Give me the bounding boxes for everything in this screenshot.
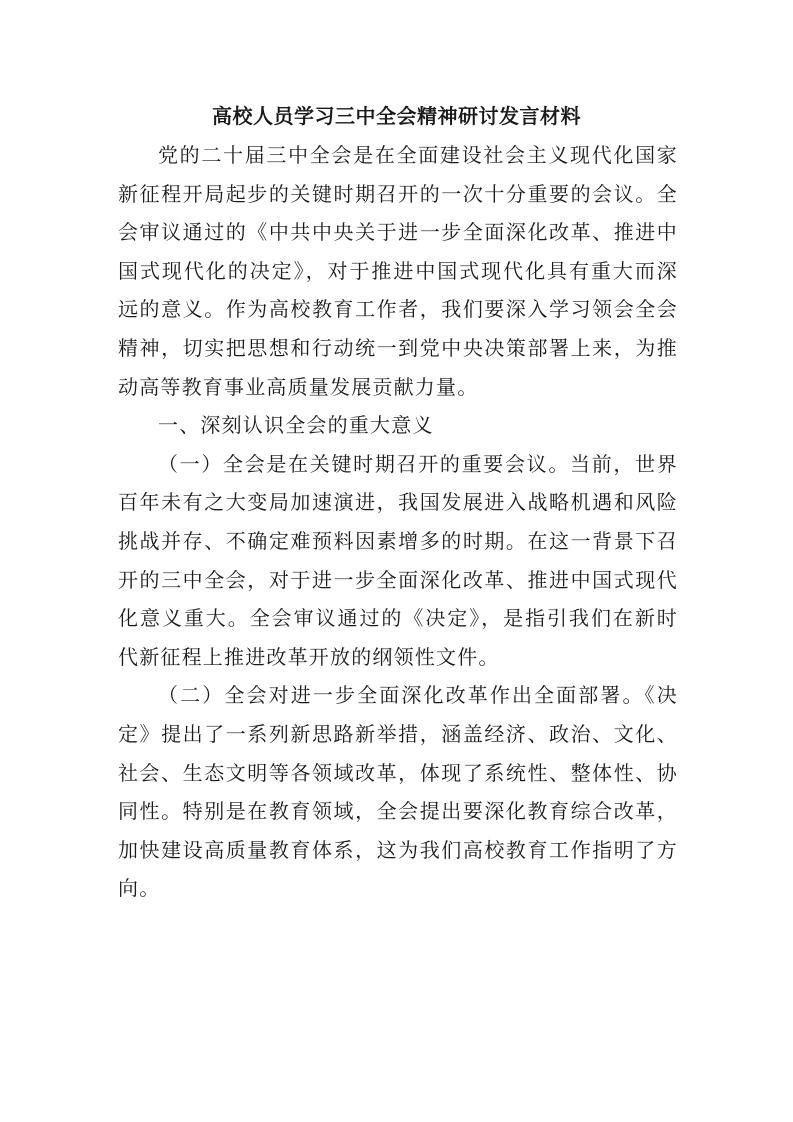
intro-paragraph: 党的二十届三中全会是在全面建设社会主义现代化国家新征程开局起步的关键时期召开的一次十分重要的会议。全会审议通过的《中共中央关于进一步全面深化改革、推进中国式现代化的决定》，对于推进中国式现代化具有重大而深远的意义。作为高校教育工作者，我们要深入学习领会全会精神，切实把思想和行动统一到党中央决策部署上来，为推动高等教育事业高质量发展贡献力量。	[118, 143, 678, 399]
subsection-paragraph-1: （一）全会是在关键时期召开的重要会议。当前，世界百年未有之大变局加速演进，我国发展进入战略机遇和风险挑战并存、不确定难预料因素增多的时期。在这一背景下召开的三中全会，对于进一步全面深化改革、推进中国式现代化意义重大。全会审议通过的《决定》，是指引我们在新时代新征程上推进改革开放的纲领性文件。	[118, 451, 678, 669]
document-body	[118, 136, 678, 908]
document-title: 高校人员学习三中全会精神研讨发言材料	[212, 104, 581, 128]
subsection-paragraph-2: （二）全会对进一步全面深化改革作出全面部署。《决定》提出了一系列新思路新举措，涵盖经济、政治、文化、社会、生态文明等各领域改革，体现了系统性、整体性、协同性。特别是在教育领域，全会提出要深化教育综合改革，加快建设高质量教育体系，这为我们高校教育工作指明了方向。	[118, 683, 678, 901]
section-heading-1: 一、深刻认识全会的重大意义	[158, 413, 434, 438]
